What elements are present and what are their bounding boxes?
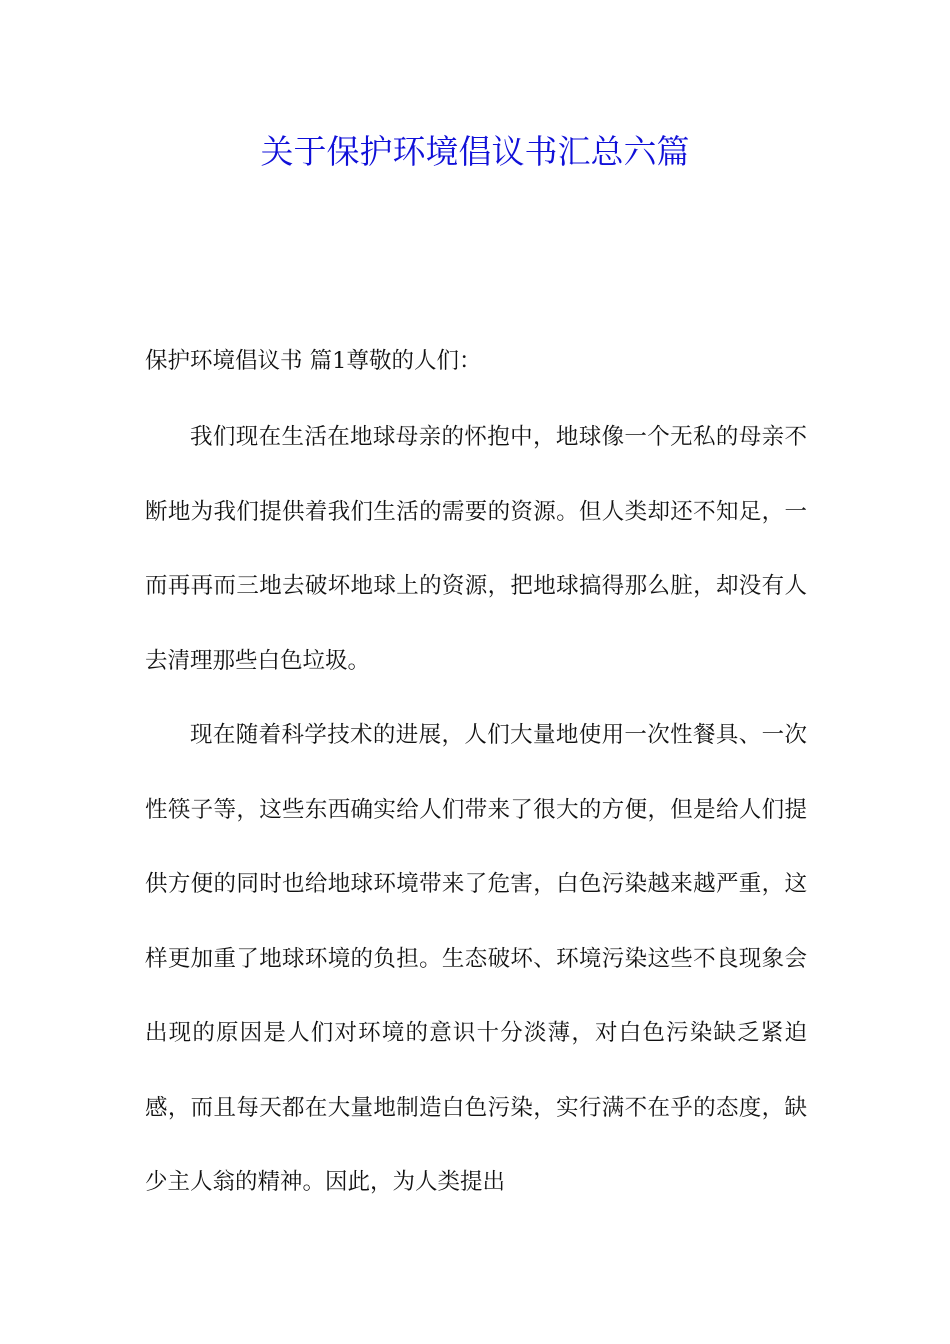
document-title: 关于保护环境倡议书汇总六篇 [260, 132, 690, 171]
paragraph-1: 我们现在生活在地球母亲的怀抱中，地球像一个无私的母亲不断地为我们提供着我们生活的需要的资源。但人类却还不知足，一而再再而三地去破坏地球上的资源，把地球搞得那么脏，却没有人去清理那些白色垃圾。 [145, 424, 807, 674]
greeting-line: 保护环境倡议书 篇1尊敬的人们： [145, 348, 482, 374]
paragraph-2: 现在随着科学技术的进展，人们大量地使用一次性餐具、一次性筷子等，这些东西确实给人们带来了很大的方便，但是给人们提供方便的同时也给地球环境带来了危害，白色污染越来越严重，这样更加重了地球环境的负担。生态破坏、环境污染这些不良现象会出现的原因是人们对环境的意识十分淡薄，对白色污染缺乏紧迫感，而且每天都在大量地制造白色污染，实行满不在乎的态度，缺少主人翁的精神。因此，为人类提出 [145, 722, 807, 1195]
